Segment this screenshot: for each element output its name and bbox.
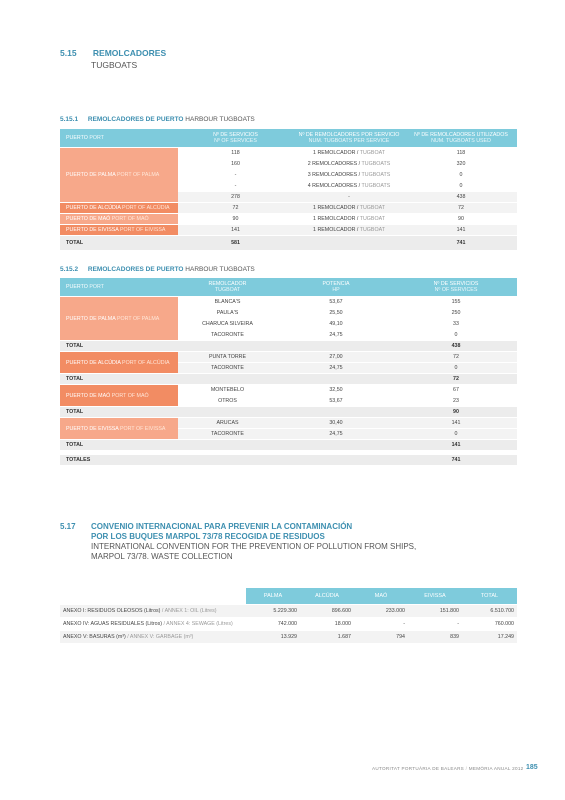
services-cell: 72 [178,203,293,213]
power-cell: 30,40 [277,418,395,428]
section-title-en: HARBOUR TUGBOATS [185,116,255,123]
services-cell: 160 [231,161,240,167]
power-cell: 24,75 [277,429,395,439]
port-eivissa-cell: PUERTO DE EIVISSA PORT OF EIVISSA [60,225,178,235]
header-palma: PALMA [246,588,300,604]
power-cell: 53,67 [329,299,343,305]
tugs-cell: 3 REMOLCADORES / TUGBOATS [307,172,391,178]
value-cell: 5.229.300 [246,605,300,617]
section-number: 5.17 [60,522,76,531]
header-services: Nº DE SERVICIOS Nº OF SERVICES [395,278,517,296]
power-cell: 49,10 [329,321,343,327]
power-cell: 53,67 [329,398,343,404]
value-cell: 1.687 [300,631,354,643]
tugboat-cell: MONTEBELO [210,387,245,393]
tugboat-fleet-table [60,277,517,466]
power-cell: 24,75 [277,363,395,373]
tugs-cell: 1 REMOLCADOR / TUGBOAT [313,150,385,156]
used-cell: 0 [459,183,463,189]
header-power: POTENCIA HP [277,278,395,296]
value-cell: 17.249 [462,631,517,643]
header-port: PUERTO PORT [60,129,178,147]
section-title-en-line-1: INTERNATIONAL CONVENTION FOR THE PREVENTION OF POLLUTION FROM SHIPS, [91,542,417,551]
page-footer: AUTORITAT PORTUÀRIA DE BALEARS / MEMÒRIA ANUAL 2012 [372,766,524,771]
section-title-en: HARBOUR TUGBOATS [185,266,255,273]
marpol-waste-table [60,587,517,644]
port-alcudia-cell: PUERTO DE ALCÚDIA PORT OF ALCÚDIA [60,352,178,373]
port-mao-cell: PUERTO DE MAÓ PORT OF MAÓ [60,214,178,224]
value-cell: 742.000 [277,621,297,627]
grand-total-value: 741 [395,455,517,465]
services-cell: 141 [178,225,293,235]
section-number: 5.15.2 [60,266,79,273]
tugboat-cell: PAULA'S [216,310,239,316]
section-title-en: TUGBOATS [91,60,138,70]
table-row [60,352,517,362]
header-tugs-used: Nº DE REMOLCADORES UTILIZADOS NUM. TUGBOATS USED [405,129,517,147]
row-label: ANEXO I: RESIDUOS OLEOSOS (Litros) / ANNEX 1: OIL (Litres) [60,605,246,617]
subtotal-label: TOTAL [60,407,178,417]
table-row [60,618,517,630]
value-cell: 18.000 [334,621,351,627]
services-cell: 67 [453,387,459,393]
value-cell: 151.800 [408,605,462,617]
subtotal-label: TOTAL [60,374,178,384]
total-row [60,236,517,250]
tugs-cell: 1 REMOLCADOR / TUGBOAT [293,203,405,213]
port-eivissa-cell: PUERTO DE EIVISSA PORT OF EIVISSA [60,418,178,439]
row-label: ANEXO V: BASURAS (m³) / ANNEX V: GARBAGE (m³) [60,631,246,643]
services-cell: 72 [395,352,517,362]
used-cell: 0 [459,172,463,178]
value-cell: 839 [408,631,462,643]
header-services: Nº DE SERVICIOS Nº OF SERVICES [178,129,293,147]
section-title: REMOLCADORES DE PUERTO [87,266,184,273]
services-cell: 33 [453,321,459,327]
services-cell: - [234,183,237,189]
section-5-15-2-heading [60,266,255,273]
services-cell: 155 [451,299,461,305]
subtotal-value: 72 [395,374,517,384]
tugboat-cell: PUNTA TORRE [178,352,277,362]
section-5-15-1-heading [60,116,255,123]
table-row [60,225,517,235]
value-cell: 794 [354,631,408,643]
value-cell: 6.510.700 [462,605,517,617]
table-row [60,297,517,307]
tugs-cell: - [293,192,405,202]
header-port: PUERTO PORT [60,278,178,296]
services-cell: 250 [451,310,461,316]
page-number: 185 [526,764,538,771]
tugboat-cell: OTROS [218,398,237,404]
port-palma-cell: PUERTO DE PALMA PORT OF PALMA [60,148,178,202]
subtotal-label: TOTAL [60,440,178,450]
total-used: 741 [405,236,517,250]
section-5-17-heading [60,522,416,562]
used-cell: 438 [405,192,517,202]
used-cell: 72 [405,203,517,213]
section-title-en-line-2: MARPOL 73/78. WASTE COLLECTION [91,552,233,561]
tugs-cell: 1 REMOLCADOR / TUGBOAT [293,225,405,235]
header-alcudia: ALCÚDIA [300,588,354,604]
tugboat-cell: BLANCA'S [214,299,241,305]
section-5-15-heading [60,48,166,58]
header-total: TOTAL [462,588,517,604]
table-header-row [60,278,517,296]
table-row [60,385,517,395]
table-row [60,605,517,617]
tugboat-cell: CHARUCA SILVEIRA [202,321,253,327]
table-row [60,418,517,428]
port-mao-cell: PUERTO DE MAÓ PORT OF MAÓ [60,385,178,406]
table-row [60,148,517,158]
power-cell: 25,50 [329,310,343,316]
services-cell: 0 [395,363,517,373]
power-cell: 32,50 [329,387,343,393]
footer-report: MEMÒRIA ANUAL 2012 [468,766,524,771]
services-cell: 23 [453,398,459,404]
section-title: REMOLCADORES DE PUERTO [87,116,184,123]
subtotal-label: TOTAL [60,341,178,351]
header-eivissa: EIVISSA [408,588,462,604]
subtotal-value: 90 [395,407,517,417]
used-cell: 118 [456,150,466,156]
subtotal-row [60,341,517,351]
header-tugs-per-service: Nº DE REMOLCADORES POR SERVICIO NUM. TUGBOATS PER SERVICE [293,129,405,147]
port-palma-cell: PUERTO DE PALMA PORT OF PALMA [60,297,178,340]
header-mao: MAÓ [354,588,408,604]
power-cell: 24,75 [329,332,343,338]
services-cell: 141 [395,418,517,428]
value-cell: - [457,621,459,627]
used-cell: 141 [405,225,517,235]
services-cell: 278 [178,192,293,202]
tugs-cell: 4 REMOLCADORES / TUGBOATS [307,183,391,189]
section-number: 5.15 [60,48,77,58]
tugboat-cell: TACORONTE [178,429,277,439]
used-cell: 320 [456,161,466,167]
tugboat-cell: TACORONTE [211,332,244,338]
value-cell: 760.000 [494,621,514,627]
power-cell: 27,00 [277,352,395,362]
services-cell: - [234,172,237,178]
subtotal-row [60,407,517,417]
footer-org: AUTORITAT PORTUÀRIA DE BALEARS [372,766,465,771]
services-cell: 90 [232,216,239,222]
table-row [60,203,517,213]
section-number: 5.15.1 [60,116,79,123]
subtotal-row [60,374,517,384]
row-label: ANEXO IV: AGUAS RESIDUALES (Litros) / ANNEX 4: SEWAGE (Litres) [63,621,233,627]
services-cell: 118 [231,150,240,156]
harbour-tugboats-services-table [60,128,517,251]
subtotal-row [60,440,517,450]
section-title-line-1: CONVENIO INTERNACIONAL PARA PREVENIR LA CONTAMINACIÓN [91,522,353,531]
table-header-row [60,129,517,147]
tugboat-cell: TACORONTE [178,363,277,373]
total-label: TOTAL [60,236,178,250]
value-cell: 13.929 [246,631,300,643]
tugs-cell: 1 REMOLCADOR / TUGBOAT [313,216,385,222]
services-cell: 0 [454,332,458,338]
total-services: 581 [178,236,293,250]
subtotal-value: 438 [395,341,517,351]
used-cell: 90 [458,216,464,222]
table-header-row [60,588,517,604]
subtotal-value: 141 [395,440,517,450]
value-cell: 896.600 [300,605,354,617]
value-cell: - [403,621,405,627]
header-tugboat: REMOLCADOR TUGBOAT [178,278,277,296]
grand-total-row [60,455,517,465]
section-title-line-2: POR LOS BUQUES MARPOL 73/78 RECOGIDA DE RESIDUOS [91,532,325,541]
tugboat-cell: ARUCAS [178,418,277,428]
services-cell: 0 [395,429,517,439]
table-row [60,631,517,643]
grand-total-label: TOTALES [60,455,178,465]
tugs-cell: 2 REMOLCADORES / TUGBOATS [307,161,391,167]
value-cell: 233.000 [354,605,408,617]
port-alcudia-cell: PUERTO DE ALCÚDIA PORT OF ALCÚDIA [60,203,178,213]
section-title: REMOLCADORES [92,48,167,58]
table-row [60,214,517,224]
